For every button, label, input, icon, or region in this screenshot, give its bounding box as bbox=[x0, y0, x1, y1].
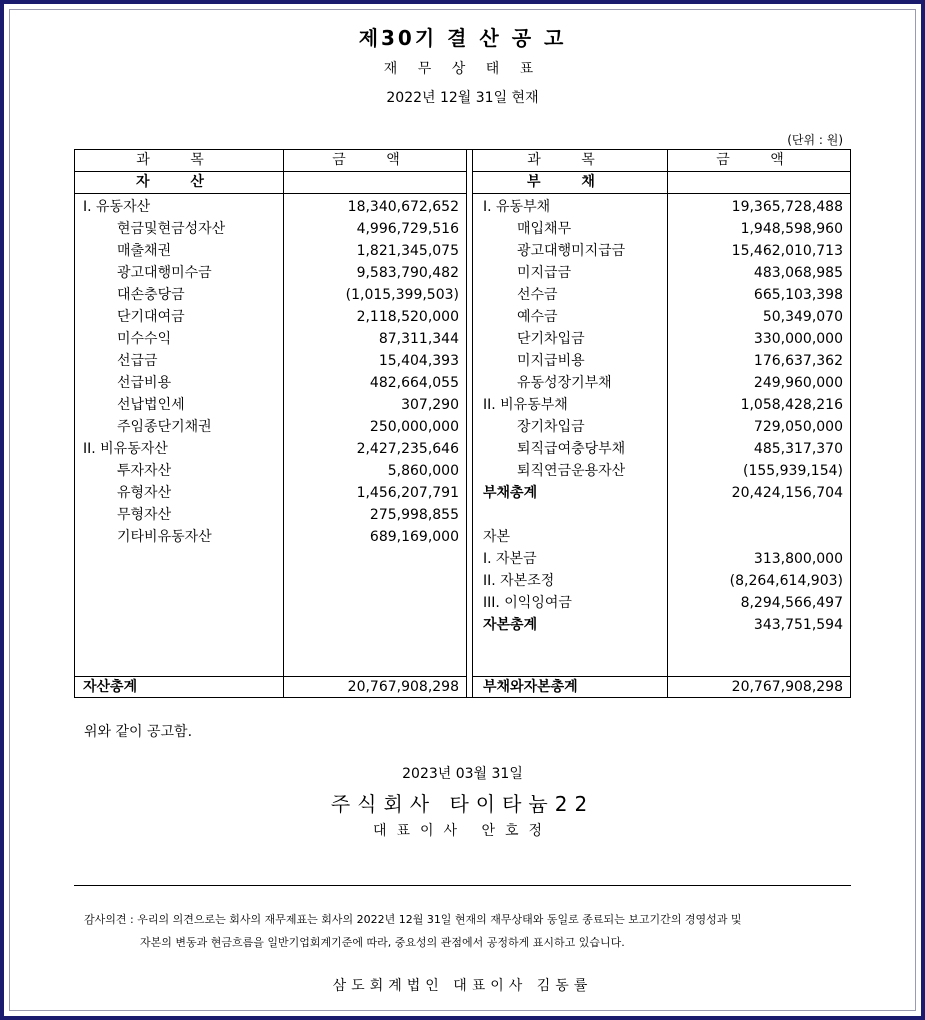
table-row bbox=[473, 460, 850, 482]
row-label: 대손충당금 bbox=[117, 287, 185, 303]
table-row bbox=[473, 526, 850, 548]
row-label: I. 유동부채 bbox=[483, 199, 551, 215]
table-row bbox=[75, 438, 466, 460]
table-row bbox=[473, 306, 850, 328]
statement-title: 재 무 상 태 표 bbox=[383, 61, 542, 77]
row-label: 선납법인세 bbox=[117, 397, 185, 413]
table-row bbox=[473, 218, 850, 240]
table-row bbox=[473, 438, 850, 460]
notice-text: 위와 같이 공고함. bbox=[84, 724, 193, 740]
row-value: 1,948,598,960 bbox=[740, 221, 843, 237]
balance-sheet-table bbox=[74, 149, 851, 698]
row-value: (8,264,614,903) bbox=[729, 573, 843, 589]
table-row bbox=[75, 460, 466, 482]
auditor-signature: 삼도회계법인 대표이사 김동률 bbox=[332, 978, 593, 994]
liabilities-heading: 부 채 bbox=[527, 174, 613, 190]
row-label: 현금및현금성자산 bbox=[117, 221, 226, 237]
row-value: 729,050,000 bbox=[753, 419, 843, 435]
total-liab-equity-label: 부채와자본총계 bbox=[483, 679, 578, 695]
subheader-rule bbox=[75, 193, 466, 194]
row-label: I. 유동자산 bbox=[83, 199, 151, 215]
row-label: 부채총계 bbox=[483, 485, 538, 501]
row-value: 18,340,672,652 bbox=[347, 199, 459, 215]
table-row bbox=[75, 394, 466, 416]
row-label: 매출채권 bbox=[117, 243, 172, 259]
row-label: 자본 bbox=[483, 529, 511, 545]
total-liab-equity-row bbox=[473, 676, 850, 698]
unit-label: (단위 : 원) bbox=[787, 133, 843, 147]
liab-amount-header: 금 액 bbox=[716, 152, 802, 168]
row-value: 9,583,790,482 bbox=[356, 265, 459, 281]
row-value: 343,751,594 bbox=[753, 617, 843, 633]
table-row bbox=[75, 240, 466, 262]
audit-opinion-line1: 감사의견 : 우리의 의견으로는 회사의 재무제표는 회사의 2022년 12월 31일 현재의 재무상태와 동일로 종료되는 보고기간의 경영성과 및 bbox=[84, 913, 742, 926]
assets-heading: 자 산 bbox=[136, 174, 222, 190]
row-value: 8,294,566,497 bbox=[740, 595, 843, 611]
row-value: 689,169,000 bbox=[369, 529, 459, 545]
row-label: 광고대행미수금 bbox=[117, 265, 212, 281]
row-value: 249,960,000 bbox=[753, 375, 843, 391]
row-value: 19,365,728,488 bbox=[731, 199, 843, 215]
table-row bbox=[75, 218, 466, 240]
table-row bbox=[75, 372, 466, 394]
as-of-date: 2022년 12월 31일 현재 bbox=[386, 90, 539, 106]
row-value: 275,998,855 bbox=[369, 507, 459, 523]
assets-amount-header: 금 액 bbox=[332, 152, 418, 168]
table-row bbox=[473, 240, 850, 262]
company-name: 주식회사 타이타늄22 bbox=[330, 792, 595, 816]
row-value: 330,000,000 bbox=[753, 331, 843, 347]
table-row bbox=[473, 372, 850, 394]
row-value: 307,290 bbox=[401, 397, 459, 413]
row-label: 광고대행미지급금 bbox=[517, 243, 626, 259]
table-row bbox=[473, 592, 850, 614]
row-label: 단기차입금 bbox=[517, 331, 585, 347]
notice-date: 2023년 03월 31일 bbox=[402, 766, 523, 782]
row-value: 1,058,428,216 bbox=[740, 397, 843, 413]
table-row bbox=[473, 614, 850, 636]
row-value: 87,311,344 bbox=[378, 331, 459, 347]
table-row bbox=[473, 570, 850, 592]
table-row bbox=[75, 416, 466, 438]
row-label: 퇴직연금운용자산 bbox=[517, 463, 626, 479]
row-value: 483,068,985 bbox=[753, 265, 843, 281]
table-row bbox=[473, 262, 850, 284]
row-label: 유동성장기부채 bbox=[517, 375, 612, 391]
row-label: 주임종단기채권 bbox=[117, 419, 212, 435]
assets-item-header: 과 목 bbox=[136, 152, 222, 168]
total-liab-equity-value: 20,767,908,298 bbox=[731, 679, 843, 695]
table-row bbox=[75, 350, 466, 372]
table-row bbox=[75, 306, 466, 328]
row-label: 미지급금 bbox=[517, 265, 572, 281]
row-value: 50,349,070 bbox=[762, 309, 843, 325]
table-row bbox=[473, 416, 850, 438]
row-label: 기타비유동자산 bbox=[117, 529, 212, 545]
row-value: 5,860,000 bbox=[387, 463, 459, 479]
double-divider bbox=[466, 150, 473, 697]
total-assets-label: 자산총계 bbox=[83, 679, 138, 695]
assets-side bbox=[75, 150, 466, 697]
row-value: 250,000,000 bbox=[369, 419, 459, 435]
row-label: 유형자산 bbox=[117, 485, 172, 501]
row-label: I. 자본금 bbox=[483, 551, 537, 567]
table-row bbox=[75, 196, 466, 218]
row-value: 2,427,235,646 bbox=[356, 441, 459, 457]
row-label: 장기차입금 bbox=[517, 419, 585, 435]
row-label: 미수수익 bbox=[117, 331, 172, 347]
table-row bbox=[75, 262, 466, 284]
table-row bbox=[473, 504, 850, 526]
row-value: 176,637,362 bbox=[753, 353, 843, 369]
row-value: 665,103,398 bbox=[753, 287, 843, 303]
row-value: 2,118,520,000 bbox=[356, 309, 459, 325]
table-row bbox=[75, 526, 466, 548]
table-row bbox=[75, 328, 466, 350]
table-row bbox=[75, 504, 466, 526]
representative: 대표이사 안호정 bbox=[372, 823, 553, 839]
row-value: 313,800,000 bbox=[753, 551, 843, 567]
liabilities-side bbox=[473, 150, 850, 697]
row-value: 15,462,010,713 bbox=[731, 243, 843, 259]
row-value: (155,939,154) bbox=[743, 463, 843, 479]
liab-item-header: 과 목 bbox=[527, 152, 613, 168]
row-label: III. 이익잉여금 bbox=[483, 595, 572, 611]
table-row bbox=[473, 482, 850, 504]
table-row bbox=[473, 548, 850, 570]
notice-title: 제30기 결 산 공 고 bbox=[358, 26, 567, 50]
row-label: II. 비유동자산 bbox=[83, 441, 168, 457]
row-value: 1,821,345,075 bbox=[356, 243, 459, 259]
table-row bbox=[75, 482, 466, 504]
row-label: 선급금 bbox=[117, 353, 158, 369]
row-value: 485,317,370 bbox=[753, 441, 843, 457]
subheader-rule bbox=[473, 193, 850, 194]
table-row bbox=[473, 394, 850, 416]
row-value: 482,664,055 bbox=[369, 375, 459, 391]
table-row bbox=[473, 350, 850, 372]
row-value: (1,015,399,503) bbox=[345, 287, 459, 303]
table-row bbox=[473, 284, 850, 306]
row-label: II. 비유동부채 bbox=[483, 397, 568, 413]
table-row bbox=[473, 328, 850, 350]
table-row bbox=[75, 284, 466, 306]
row-label: 자본총계 bbox=[483, 617, 538, 633]
row-value: 4,996,729,516 bbox=[356, 221, 459, 237]
total-assets-row bbox=[75, 676, 466, 698]
row-value: 15,404,393 bbox=[378, 353, 459, 369]
audit-opinion-line2: 자본의 변동과 현금흐름을 일반기업회계기준에 따라, 중요성의 관점에서 공정하게 표시하고 있습니다. bbox=[140, 936, 625, 949]
row-label: 선급비용 bbox=[117, 375, 172, 391]
row-label: 매입채무 bbox=[517, 221, 572, 237]
row-label: 투자자산 bbox=[117, 463, 172, 479]
row-label: 예수금 bbox=[517, 309, 558, 325]
row-label: 선수금 bbox=[517, 287, 558, 303]
row-label: II. 자본조정 bbox=[483, 573, 555, 589]
divider-line bbox=[74, 885, 851, 886]
row-label: 단기대여금 bbox=[117, 309, 185, 325]
row-label: 미지급비용 bbox=[517, 353, 585, 369]
total-assets-value: 20,767,908,298 bbox=[347, 679, 459, 695]
row-label: 무형자산 bbox=[117, 507, 172, 523]
row-value: 1,456,207,791 bbox=[356, 485, 459, 501]
table-row bbox=[473, 196, 850, 218]
row-label: 퇴직급여충당부채 bbox=[517, 441, 626, 457]
row-value: 20,424,156,704 bbox=[731, 485, 843, 501]
